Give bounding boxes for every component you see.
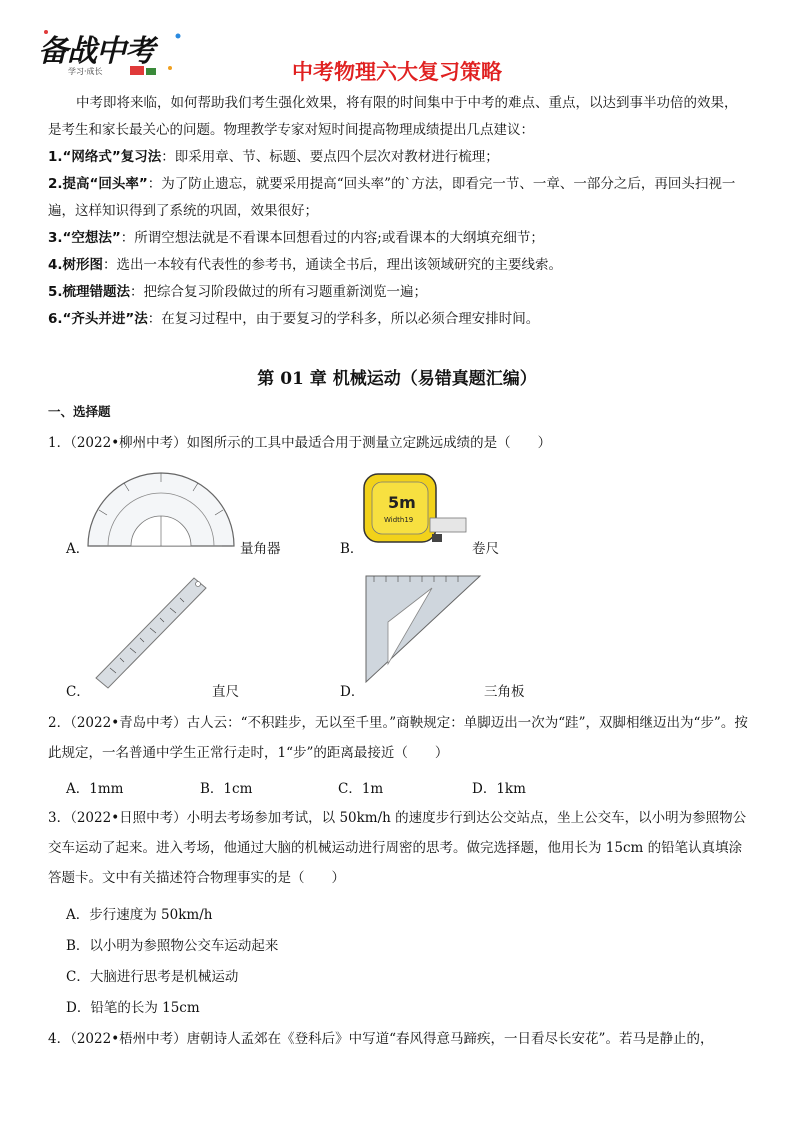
- tip-3-text: ：所谓空想法就是不看课本回想看过的内容;或看课本的大纲填充细节；: [120, 230, 544, 246]
- tape-measure-image: [360, 470, 470, 550]
- q3-option-d: D．铅笔的长为 15cm: [66, 1000, 200, 1016]
- question-2-stem: 2．（2022•青岛中考）古人云：“不积跬步，无以至千里。”商鞅规定：单脚迈出一次为“跬”，双脚相继迈出为“步”。按此规定，一名普通中学生正常行走时，1“步”的距离最接近（ ）: [48, 715, 748, 761]
- ruler-image: [90, 572, 210, 692]
- q2-option-a: A．1mm: [66, 781, 124, 797]
- intro-paragraph: 中考即将来临，如何帮助我们考生强化效果，将有限的时间集中于中考的难点、重点，以达到事半功倍的效果，是考生和家长最关心的问题。物理教学专家对短时间提高物理成绩提出几点建议：: [48, 95, 738, 138]
- tip-2-text: ：为了防止遗忘，就要采用提高“回头率”的`方法，即看完一节、一章、一部分之后，再回头扫视一遍，这样知识得到了系统的巩固，效果很好；: [48, 176, 736, 219]
- tip-6-head: 6.“齐头并进”法: [48, 311, 148, 327]
- q1-option-d-caption: 三角板: [484, 684, 525, 700]
- logo-text: 备战中考: [38, 34, 154, 69]
- q1-option-a: A．: [66, 541, 90, 557]
- chapter-title: 第 01 章 机械运动（易错真题汇编）: [257, 369, 537, 389]
- tip-4-head: 4.树形图: [48, 257, 104, 273]
- tape-label-bottom: Width19: [384, 516, 414, 524]
- triangle-image: [364, 574, 484, 686]
- tip-4-text: ：选出一本较有代表性的参考书，通读全书后，理出该领域研究的主要线索。: [103, 257, 563, 273]
- q2-option-d: D．1km: [472, 781, 526, 797]
- tip-1: [48, 144, 750, 171]
- q3-option-c: C．大脑进行思考是机械运动: [66, 969, 239, 985]
- tip-3: [48, 225, 750, 252]
- q1-option-b: B．: [340, 541, 364, 557]
- q1-option-c-caption: 直尺: [212, 684, 239, 700]
- q3-option-a: A．步行速度为 50km/h: [66, 907, 213, 923]
- q1-option-b-caption: 卷尺: [472, 541, 499, 557]
- tip-2-head: 2.提高“回头率”: [48, 176, 148, 192]
- tip-3-head: 3.“空想法”: [48, 230, 121, 246]
- tip-6-text: ：在复习过程中，由于要复习的学科多，所以必须合理安排时间。: [147, 311, 540, 327]
- section-title: 一、选择题: [48, 404, 111, 419]
- tip-5-head: 5.梳理错题法: [48, 284, 131, 300]
- q2-option-c: C．1m: [338, 781, 384, 797]
- tip-1-text: ：即采用章、节、标题、要点四个层次对教材进行梳理；: [161, 149, 499, 165]
- tip-2: [48, 171, 750, 225]
- tip-6: [48, 306, 750, 333]
- logo-subtext: 学习·成长: [68, 67, 103, 76]
- question-1-stem: 1．（2022•柳州中考）如图所示的工具中最适合用于测量立定跳远成绩的是（ ）: [48, 435, 552, 451]
- q1-option-d: D．: [340, 684, 365, 700]
- question-4-stem: 4．（2022•梧州中考）唐朝诗人孟郊在《登科后》中写道“春风得意马蹄疾，一日看尽长安花”。若马是静止的，: [48, 1031, 714, 1047]
- page-title: 中考物理六大复习策略: [292, 60, 502, 84]
- protractor-image: [86, 470, 236, 550]
- q1-option-a-caption: 量角器: [240, 541, 281, 557]
- tip-4: [48, 252, 750, 279]
- tip-1-head: 1.“网络式”复习法: [48, 149, 162, 165]
- question-3-stem: 3．（2022•日照中考）小明去考场参加考试，以 50km/h 的速度步行到达公交站点，坐上公交车，以小明为参照物公交车运动了起来。进入考场，他通过大脑的机械运动进行周密的思考。做完选择题，他用长为 15cm 的铅笔认真填涂答题卡。文中有关描述符合物理事实的是（ ）: [48, 810, 747, 886]
- q1-option-c: C．: [66, 684, 90, 700]
- tip-5: [48, 279, 750, 306]
- tip-5-text: ：把综合复习阶段做过的所有习题重新浏览一遍；: [130, 284, 428, 300]
- tape-label-top: 5m: [388, 493, 416, 512]
- q3-option-b: B．以小明为参照物公交车运动起来: [66, 938, 279, 954]
- q2-option-b: B．1cm: [200, 781, 253, 797]
